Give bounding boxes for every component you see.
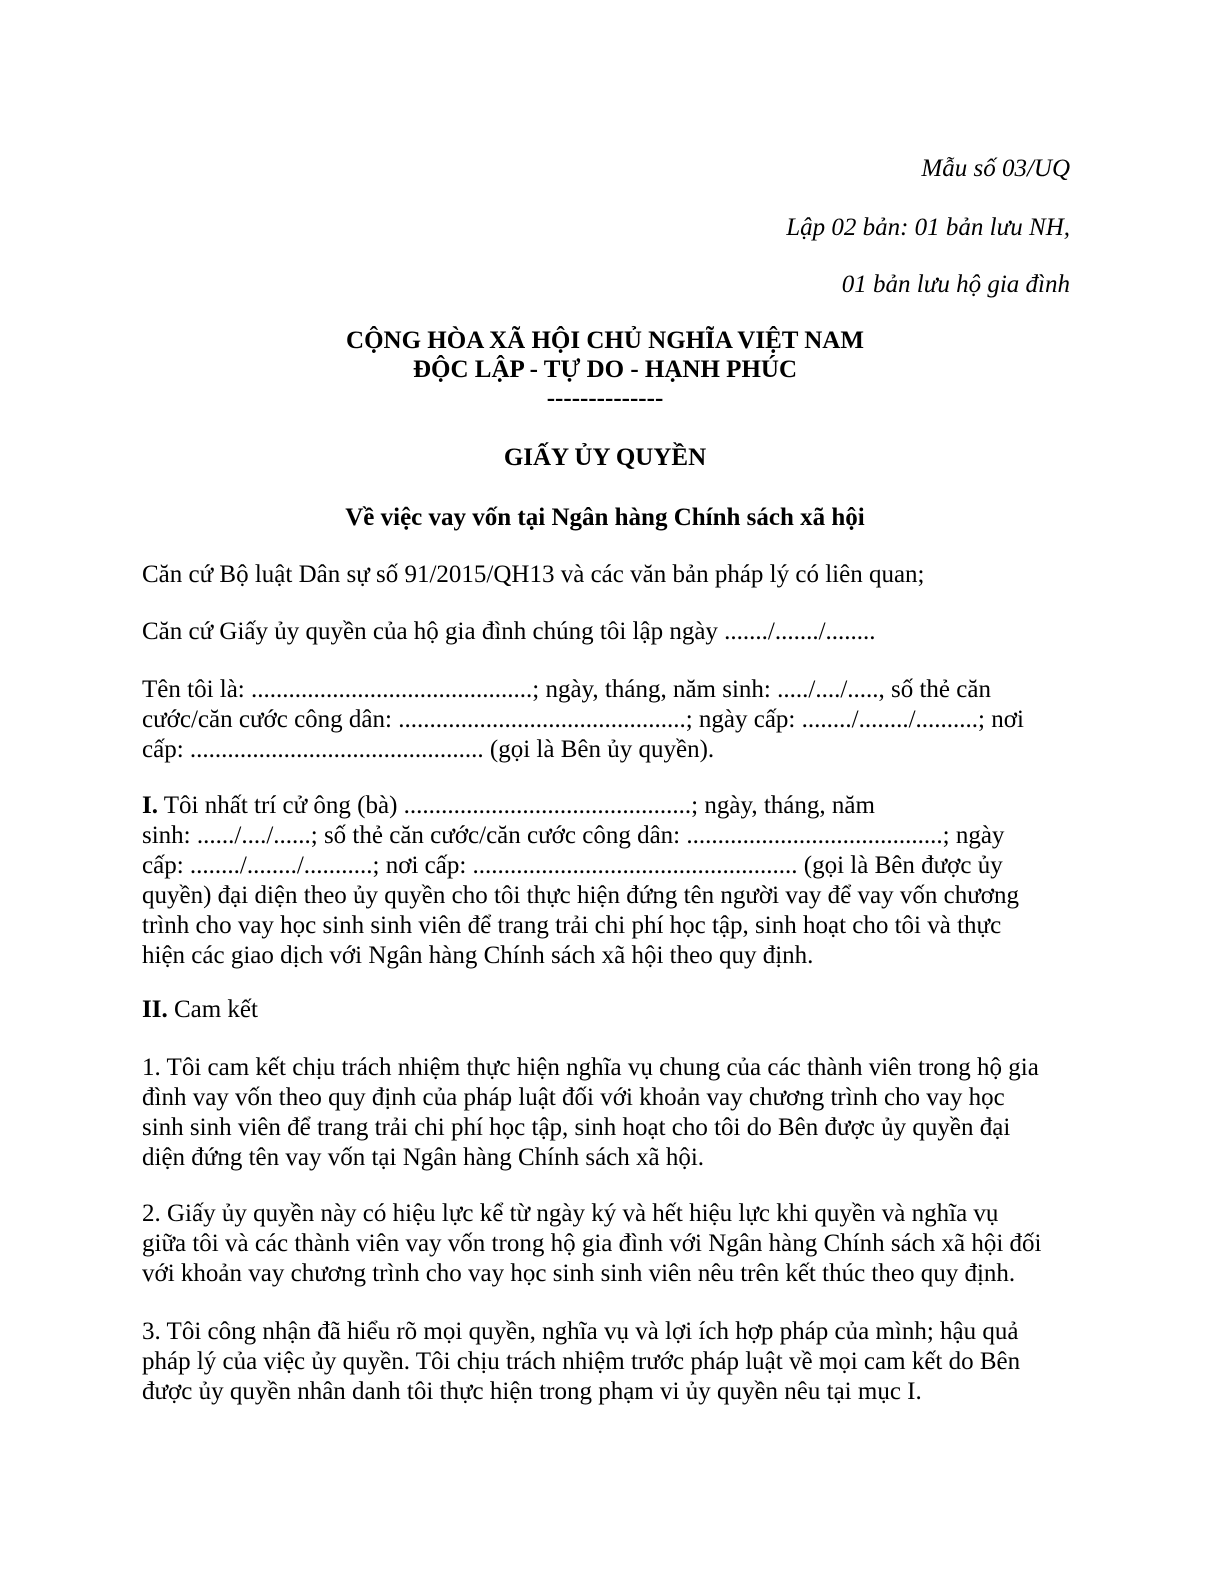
commitment-3 xyxy=(142,1317,1082,1407)
copies-note-line2: 01 bản lưu hộ gia đình xyxy=(841,271,1070,298)
commitment-line: 2. Giấy ủy quyền này có hiệu lực kể từ ngày ký và hết hiệu lực khi quyền và nghĩa vụ xyxy=(142,1200,999,1227)
commitment-line: 1. Tôi cam kết chịu trách nhiệm thực hiện nghĩa vụ chung của các thành viên trong hộ gia xyxy=(142,1054,1039,1081)
document-subtitle: Về việc vay vốn tại Ngân hàng Chính sách xã hội xyxy=(345,504,865,531)
grantor-info xyxy=(142,675,1082,765)
form-number: Mẫu số 03/UQ xyxy=(921,155,1070,182)
commitment-line: 3. Tôi công nhận đã hiểu rõ mọi quyền, nghĩa vụ và lợi ích hợp pháp của mình; hậu quả xyxy=(142,1318,1019,1345)
commitment-line: diện đứng tên vay vốn tại Ngân hàng Chính sách xã hội. xyxy=(142,1144,705,1171)
section-1-label: I. xyxy=(142,792,158,819)
heading-divider: -------------- xyxy=(546,385,664,412)
copies-note-line1: Lập 02 bản: 01 bản lưu NH, xyxy=(786,214,1070,241)
section-2-heading xyxy=(142,995,1082,1025)
section-1 xyxy=(142,791,1082,971)
commitment-2 xyxy=(142,1199,1082,1289)
section-2-label: II. xyxy=(142,996,168,1023)
commitment-line: sinh sinh viên để trang trải chi phí học tập, sinh hoạt cho tôi do Bên được ủy quyền đại xyxy=(142,1114,1011,1141)
section-2-title: Cam kết xyxy=(167,996,258,1023)
national-motto: ĐỘC LẬP - TỰ DO - HẠNH PHÚC xyxy=(412,356,798,383)
section-1-line: quyền) đại diện theo ủy quyền cho tôi thực hiện đứng tên người vay để vay vốn chương xyxy=(142,882,1019,909)
section-1-text: Tôi nhất trí cử ông (bà) ..............................................; ngày, tháng, năm xyxy=(157,792,875,819)
commitment-line: pháp lý của việc ủy quyền. Tôi chịu trách nhiệm trước pháp luật về mọi cam kết do Bên xyxy=(142,1348,1021,1375)
country-name: CỘNG HÒA XÃ HỘI CHỦ NGHĨA VIỆT NAM xyxy=(346,327,864,354)
commitment-1 xyxy=(142,1053,1082,1173)
commitment-line: với khoản vay chương trình cho vay học sinh sinh viên nêu trên kết thúc theo quy định. xyxy=(142,1260,1016,1287)
legal-basis-2 xyxy=(142,617,1082,647)
commitment-line: giữa tôi và các thành viên vay vốn trong hộ gia đình với Ngân hàng Chính sách xã hội đối xyxy=(142,1230,1042,1257)
section-2-heading-line xyxy=(142,995,1082,1025)
section-1-line: hiện các giao dịch với Ngân hàng Chính sách xã hội theo quy định. xyxy=(142,942,814,969)
document-title: GIẤY ỦY QUYỀN xyxy=(503,444,707,471)
basis-line: Căn cứ Giấy ủy quyền của hộ gia đình chúng tôi lập ngày ......./......./........ xyxy=(142,618,876,645)
section-1-line: sinh: ....../..../......; số thẻ căn cước/căn cước công dân: .........................................; ngày xyxy=(142,822,1005,849)
national-heading xyxy=(0,326,1210,413)
commitment-line: được ủy quyền nhân danh tôi thực hiện trong phạm vi ủy quyền nêu tại mục I. xyxy=(142,1378,922,1405)
basis-line: Căn cứ Bộ luật Dân sự số 91/2015/QH13 và các văn bản pháp lý có liên quan; xyxy=(142,561,925,588)
section-1-first-line xyxy=(142,791,1082,821)
commitment-line: đình vay vốn theo quy định của pháp luật đối với khoản vay chương trình cho vay học xyxy=(142,1084,1005,1111)
grantor-line: cước/căn cước công dân: ..............................................; ngày cấp: ......../......../..........; nơi xyxy=(142,706,1024,733)
grantor-line: cấp: ............................................... (gọi là Bên ủy quyền). xyxy=(142,736,715,763)
section-1-line: trình cho vay học sinh sinh viên để trang trải chi phí học tập, sinh hoạt cho tôi và thực xyxy=(142,912,1002,939)
legal-basis-1 xyxy=(142,560,1082,590)
section-1-line: cấp: ......../......../...........; nơi cấp: .................................................... (gọi là Bên được ủy xyxy=(142,852,1003,879)
grantor-line: Tên tôi là: .............................................; ngày, tháng, năm sinh: ...../..../....., số thẻ căn xyxy=(142,676,991,703)
